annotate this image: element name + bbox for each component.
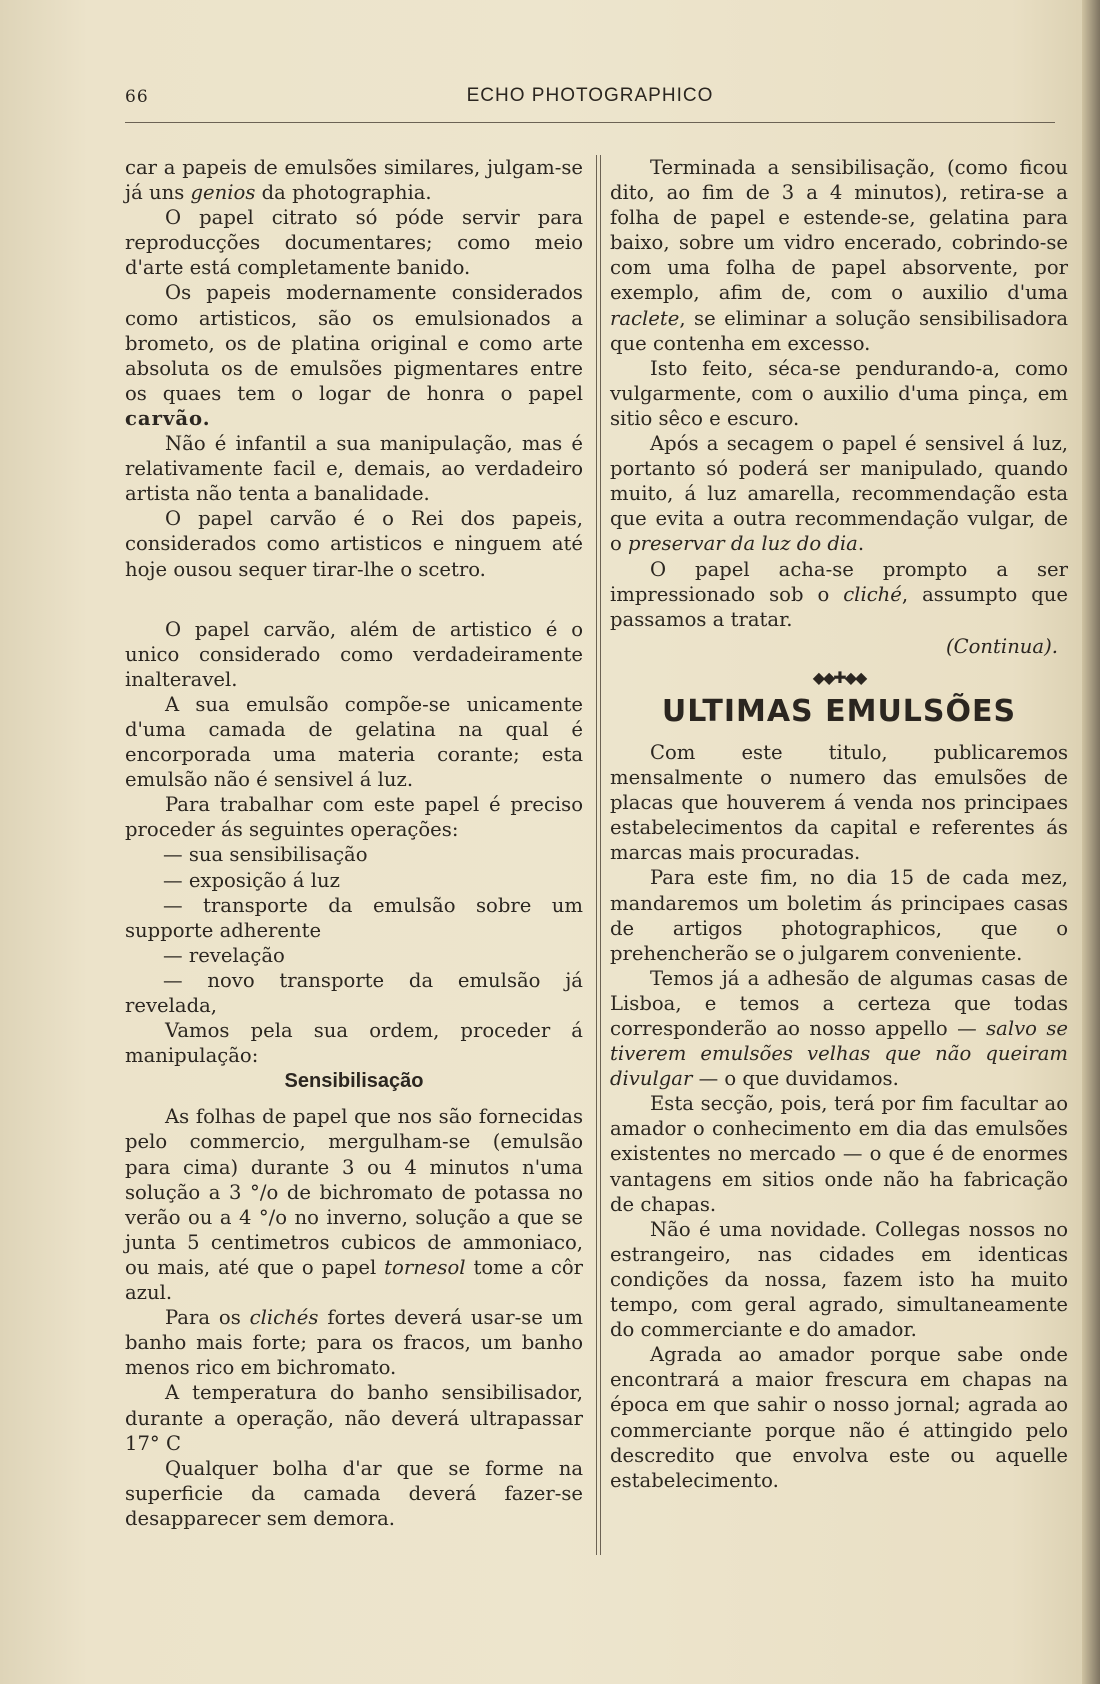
- paragraph: O papel citrato só póde servir para reproducções documentares; como meio d'arte está completamente banido.: [125, 206, 583, 280]
- paragraph: Agrada ao amador porque sabe onde encontrará a maior frescura em chapas na época em que sahir o nosso jornal; agrada ao commerciante porque não é attingido pelo descredito que envolva este ou aquelle estabelecimento.: [610, 1343, 1068, 1492]
- list-item: — novo transporte da emulsão já revelada,: [125, 968, 583, 1017]
- left-column: [125, 155, 583, 1531]
- paragraph: Não é infantil a sua manipulação, mas é relativamente facil e, demais, ao verdadeiro artista não tenta a banalidade.: [125, 432, 583, 506]
- running-head: ECHO PHOTOGRAPHICO: [466, 85, 714, 106]
- paragraph: Com este titulo, publicaremos mensalmente o numero das emulsões de placas que houverem á venda nos principaes estabelecimentos da capital e referentes ás marcas mais procuradas.: [610, 740, 1068, 865]
- right-column: [610, 155, 1068, 1493]
- display-word: carvão.: [125, 406, 211, 430]
- paragraph: car a papeis de emulsões similares, julgam-se já uns genios da photographia.: [125, 156, 583, 205]
- continua-note: (Continua).: [946, 634, 1058, 658]
- paragraph: O papel acha-se prompto a ser impressionado sob o cliché, assumpto que passamos a tratar.: [610, 557, 1068, 631]
- paragraph: Para trabalhar com este papel é preciso proceder ás seguintes operações:: [125, 793, 583, 842]
- emphasis: genios: [190, 181, 256, 205]
- emphasis: raclete: [610, 306, 680, 330]
- list-item: — revelação: [163, 943, 285, 967]
- paragraph: Para este fim, no dia 15 de cada mez, mandaremos um boletim ás principaes casas de artigos photographicos, que o prehencherão se o julgarem conveniente.: [610, 866, 1068, 965]
- paragraph: O papel carvão, além de artistico é o unico considerado como verdadeiramente inalteravel.: [125, 617, 583, 691]
- paragraph: Após a secagem o papel é sensivel á luz, portanto só poderá ser manipulado, quando muito, á luz amarella, recommendação esta que evita a outra recommendação vulgar, de o preservar da luz do dia.: [610, 432, 1068, 556]
- paragraph: Terminada a sensibilisação, (como ficou dito, ao fim de 3 a 4 minutos), retira-se a folha de papel e estende-se, gelatina para baixo, sobre um vidro encerado, cobrindo-se com uma folha de papel absorvente, por exemplo, afim de, com o auxilio d'uma raclete, se eliminar a solução sensibilisadora que contenha em excesso.: [610, 156, 1068, 355]
- header-rule: [125, 122, 1055, 123]
- paragraph: Esta secção, pois, terá por fim facultar ao amador o conhecimento em dia das emulsões existentes no mercado — o que é de enormes vantagens em sitios onde não ha fabricação de chapas.: [610, 1092, 1068, 1216]
- paragraph: Qualquer bolha d'ar que se forme na superficie da camada deverá fazer-se desapparecer sem demora.: [125, 1456, 583, 1530]
- page-header: [125, 83, 1055, 113]
- paragraph: Temos já a adhesão de algumas casas de Lisboa, e temos a certeza que todas corresponderão ao nosso appello — salvo se tiverem emulsões velhas que não queiram divulgar — o que duvidamos.: [610, 966, 1068, 1091]
- list-item: — exposição á luz: [163, 868, 340, 892]
- paragraph: Para os clichés fortes deverá usar-se um banho mais forte; para os fracos, um banho menos rico em bichromato.: [125, 1306, 583, 1380]
- paragraph: A sua emulsão compõe-se unicamente d'uma camada de gelatina na qual é encorporada uma materia corante; esta emulsão não é sensivel á luz.: [125, 692, 583, 792]
- emphasis: salvo se tiverem emulsões velhas que não queiram divulgar: [610, 1017, 1068, 1091]
- list-item: — transporte da emulsão sobre um supporte adherente: [125, 893, 583, 942]
- emphasis: clichés: [249, 1306, 319, 1330]
- book-spine-edge: [1082, 0, 1100, 1684]
- emphasis: preservar da luz do dia: [628, 532, 858, 556]
- page-number: 66: [125, 87, 149, 107]
- paragraph: As folhas de papel que nos são fornecidas pelo commercio, mergulham-se (emulsão para cima) durante 3 ou 4 minutos n'uma solução a 3 °/o de bichromato de potassa no verão ou a 4 °/o no inverno, solução a que se junta 5 centimetros cubicos de ammoniaco, ou mais, até que o papel tornesol tome a côr azul.: [125, 1105, 583, 1305]
- section-title: ULTIMAS EMULSÕES: [661, 693, 1017, 729]
- emphasis: cliché: [843, 582, 902, 606]
- column-divider: [596, 155, 601, 1555]
- paragraph: Vamos pela sua ordem, proceder á manipulação:: [125, 1019, 583, 1068]
- paragraph: A temperatura do banho sensibilisador, durante a operação, não deverá ultrapassar 17° C: [125, 1381, 583, 1455]
- paragraph: O papel carvão é o Rei dos papeis, considerados como artisticos e ninguem até hoje ousou sequer tirar-lhe o scetro.: [125, 507, 583, 581]
- list-item: — sua sensibilisação: [163, 843, 368, 867]
- paragraph: Isto feito, séca-se pendurando-a, como vulgarmente, com o auxilio d'uma pinça, em sitio sêco e escuro.: [610, 356, 1068, 430]
- section-gap: [125, 582, 583, 617]
- paragraph: Os papeis modernamente considerados como artisticos, são os emulsionados a brometo, os de platina original e como arte absoluta os de emulsões pigmentares entre os quaes tem o logar de honra o papel carvão.: [125, 281, 583, 430]
- paragraph: Não é uma novidade. Collegas nossos no estrangeiro, nas cidades em identicas condições da nossa, fazem isto ha muito tempo, com geral agrado, simultaneamente do commerciante e do amador.: [610, 1217, 1068, 1342]
- emphasis: tornesol: [384, 1255, 466, 1279]
- subheading: Sensibilisação: [284, 1070, 424, 1093]
- ornament-divider-icon: ◆◆✚◆◆: [812, 667, 866, 687]
